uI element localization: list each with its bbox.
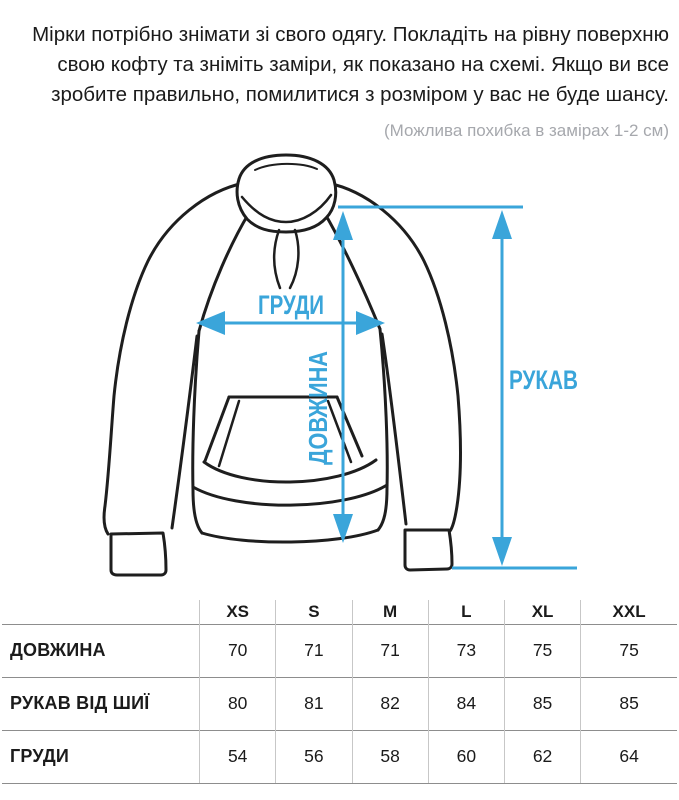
length-label: ДОВЖИНА [303,328,333,465]
waistband-top-seam [193,485,387,505]
cell-value: 85 [504,677,580,730]
table-row-length [2,624,677,677]
size-col-header: XL [504,600,580,624]
hem-bottom-edge [202,530,378,542]
intro-block [30,20,669,143]
sleeve-arrow-down-icon [492,537,512,566]
row-label: РУКАВ ВІД ШИЇ [2,677,200,730]
cell-value: 82 [352,677,428,730]
right-raglan-seam [324,212,380,329]
length-arrow-up-icon [333,211,353,240]
cell-value: 58 [352,730,428,783]
cell-value: 80 [200,677,276,730]
size-col-header: L [428,600,504,624]
drawstring-left [274,230,280,288]
cell-value: 70 [200,624,276,677]
size-table [2,600,677,784]
cell-value: 54 [200,730,276,783]
row-label: ДОВЖИНА [2,624,200,677]
cell-value: 64 [581,730,677,783]
chest-arrow-right-icon [356,311,385,335]
body-left-edge [193,331,202,533]
cell-value: 81 [276,677,352,730]
intro-paragraph: Мірки потрібно знімати зі свого одягу. Покладіть на рівну поверхню свою кофту та зніміть заміри, як показано на схемі. Якщо ви все зробите правильно, помилитися з розміром у вас не буде шансу. [32,23,669,106]
size-table-corner-cell [2,600,200,624]
right-sleeve-outer [328,183,461,531]
hoodie-outline [104,155,461,575]
size-col-header: XXL [581,600,677,624]
measurement-lines [221,207,577,568]
table-row-chest [2,730,677,783]
chest-arrow-left-icon [196,311,225,335]
cell-value: 62 [504,730,580,783]
cell-value: 71 [276,624,352,677]
size-col-header: XS [200,600,276,624]
measurement-labels [258,290,578,465]
cell-value: 56 [276,730,352,783]
cell-value: 71 [352,624,428,677]
tolerance-note: (Можлива похибка в замірах 1-2 см) [383,121,669,140]
left-sleeve-inner [172,336,197,528]
left-sleeve-outer [104,183,244,534]
body-right-edge [378,329,387,530]
cell-value: 85 [581,677,677,730]
right-cuff [405,530,452,570]
pocket-bottom-edge [204,460,376,482]
sleeve-label: РУКАВ [509,365,578,395]
cell-value: 60 [428,730,504,783]
pocket-left-slant-inner [219,401,239,466]
left-cuff [111,533,166,575]
size-col-header: S [276,600,352,624]
size-table-header-row [2,600,677,624]
cell-value: 84 [428,677,504,730]
table-row-sleeve [2,677,677,730]
pocket-left-slant [205,397,229,461]
cell-value: 73 [428,624,504,677]
pocket-right-slant [337,397,362,456]
drawstring-right [290,230,298,288]
collar-outer [237,155,336,232]
measurement-arrowheads [196,210,512,566]
pocket-right-slant-inner [328,401,351,462]
cell-value: 75 [581,624,677,677]
sleeve-arrow-up-icon [492,210,512,239]
row-label: ГРУДИ [2,730,200,783]
right-sleeve-inner [382,334,406,524]
left-raglan-seam [199,213,249,331]
chest-label: ГРУДИ [258,290,324,320]
length-arrow-down-icon [333,514,353,543]
cell-value: 75 [504,624,580,677]
collar-front-rim [242,195,331,222]
collar-inner-arc [255,164,317,170]
size-col-header: M [352,600,428,624]
